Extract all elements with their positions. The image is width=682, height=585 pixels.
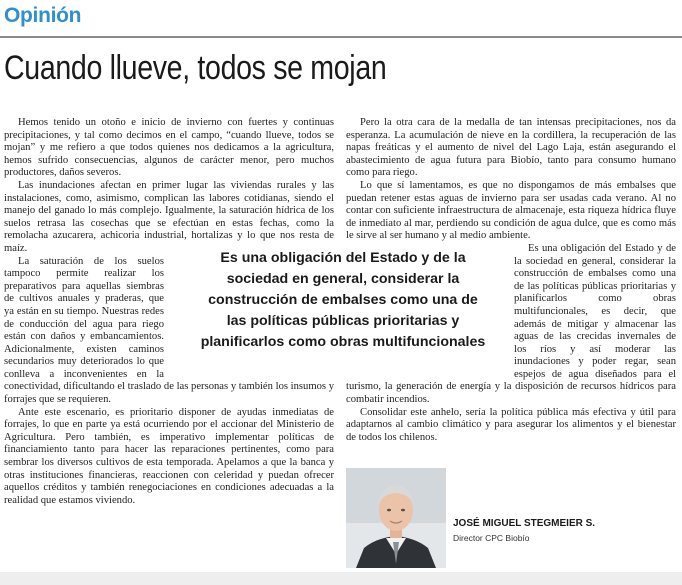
paragraph: Lo que sí lamentamos, es que no dispongamos de más embalses que puedan retener estas aguas de invierno para ser usadas cada verano. Al no contar con suficiente infraestructura de almacenaje, esta riqueza hídrica fluye de inmediato al mar, perdiendo su condición de agua dulce, que es como más le sirve al ser humano y al medio ambiente.	[346, 179, 676, 242]
paragraph: La saturación de los suelos tampoco permite realizar los preparativos para aquellas siembras de cultivos anuales y praderas, que ya están en su tiempo. Nuestras redes de conducción del agua para riego están con daños y embancamientos. Adicionalmente, existen caminos secundarios muy deteriorados lo que conlleva a inconvenientes en la conectividad, dificultando el traslado de las personas y también los insumos y forrajes que se requieren.	[4, 255, 334, 406]
section-label: Opinión	[4, 4, 82, 27]
paragraph: Ante este escenario, es prioritario disponer de ayudas inmediatas de forrajes, lo que en parte ya está ocurriendo por el accionar del Ministerio de Agricultura. Pero también, es imperativo implementar políticas de financiamiento tanto para hacer las reparaciones pertinentes, como para sembrar los diversos cultivos de esta temporada. Apelamos a que la banca y otras instituciones financieras, reaccionen con celeridad y puedan ofrecer aquellos créditos y también renegociaciones en condiciones adecuadas a la realidad que estamos viviendo.	[4, 406, 334, 506]
author-photo	[346, 468, 446, 568]
paragraph: Pero la otra cara de la medalla de tan intensas precipitaciones, nos da esperanza. La acumulación de nieve en la cordillera, la recuperación de las napas freáticas y el aumento de nivel del Lago Laja, están asegurando el abastecimiento de agua futura para Biobío, tanto para consumo humano como para riego.	[346, 117, 676, 179]
headline: Cuando llueve, todos se mojan	[4, 49, 387, 87]
section-divider	[0, 36, 682, 38]
author-role: Director CPC Biobío	[453, 533, 530, 543]
author-portrait-icon	[346, 468, 446, 568]
paragraph: Las inundaciones afectan en primer lugar las viviendas rurales y las instalaciones, como, asimismo, complican las labores cotidianas, siendo el manejo del ganado lo más complejo. Igualmente, la saturación hídrica de los suelos retrasa las cosechas que se efectúan en estas fechas, como la remolacha azucarera, achicoria industrial, hortalizas y lo que nos resta de maíz.	[4, 179, 334, 254]
author-name: JOSÉ MIGUEL STEGMEIER S.	[453, 518, 596, 529]
pull-quote: Es una obligación del Estado y de la sociedad en general, considerar la construcción de embalses como una de las políticas públicas prioritarias y planificarlos como obras multifuncionales	[198, 248, 488, 353]
paragraph: Hemos tenido un otoño e inicio de invierno con fuertes y continuas precipitaciones, y tal como decimos en el campo, “cuando llueve, todos se mojan” y me refiero a que todos quienes nos dedicamos a la agricultura, hemos sufrido consecuencias, algunos de carácter menor, pero muchos productores, daños severos.	[4, 117, 334, 179]
paragraph: Consolidar este anhelo, sería la política pública más efectiva y útil para adaptarnos al cambio climático y para asegurar los alimentos y el bienestar de todos los chilenos.	[346, 406, 676, 443]
footer-band	[0, 572, 682, 585]
paragraph: Es una obligación del Estado y de la sociedad en general, considerar la construcción de embalses como una de las políticas públicas prioritarias y planificarlos como obras multifuncionales, es decir, que además de mitigar y almacenar las aguas de las crecidas invernales de los ríos y así moderar las inundaciones y poder regar, sean espejos de agua diseñados para el turismo, la generación de energía y la disposición de recursos hídricos para combatir incendios.	[346, 242, 676, 406]
